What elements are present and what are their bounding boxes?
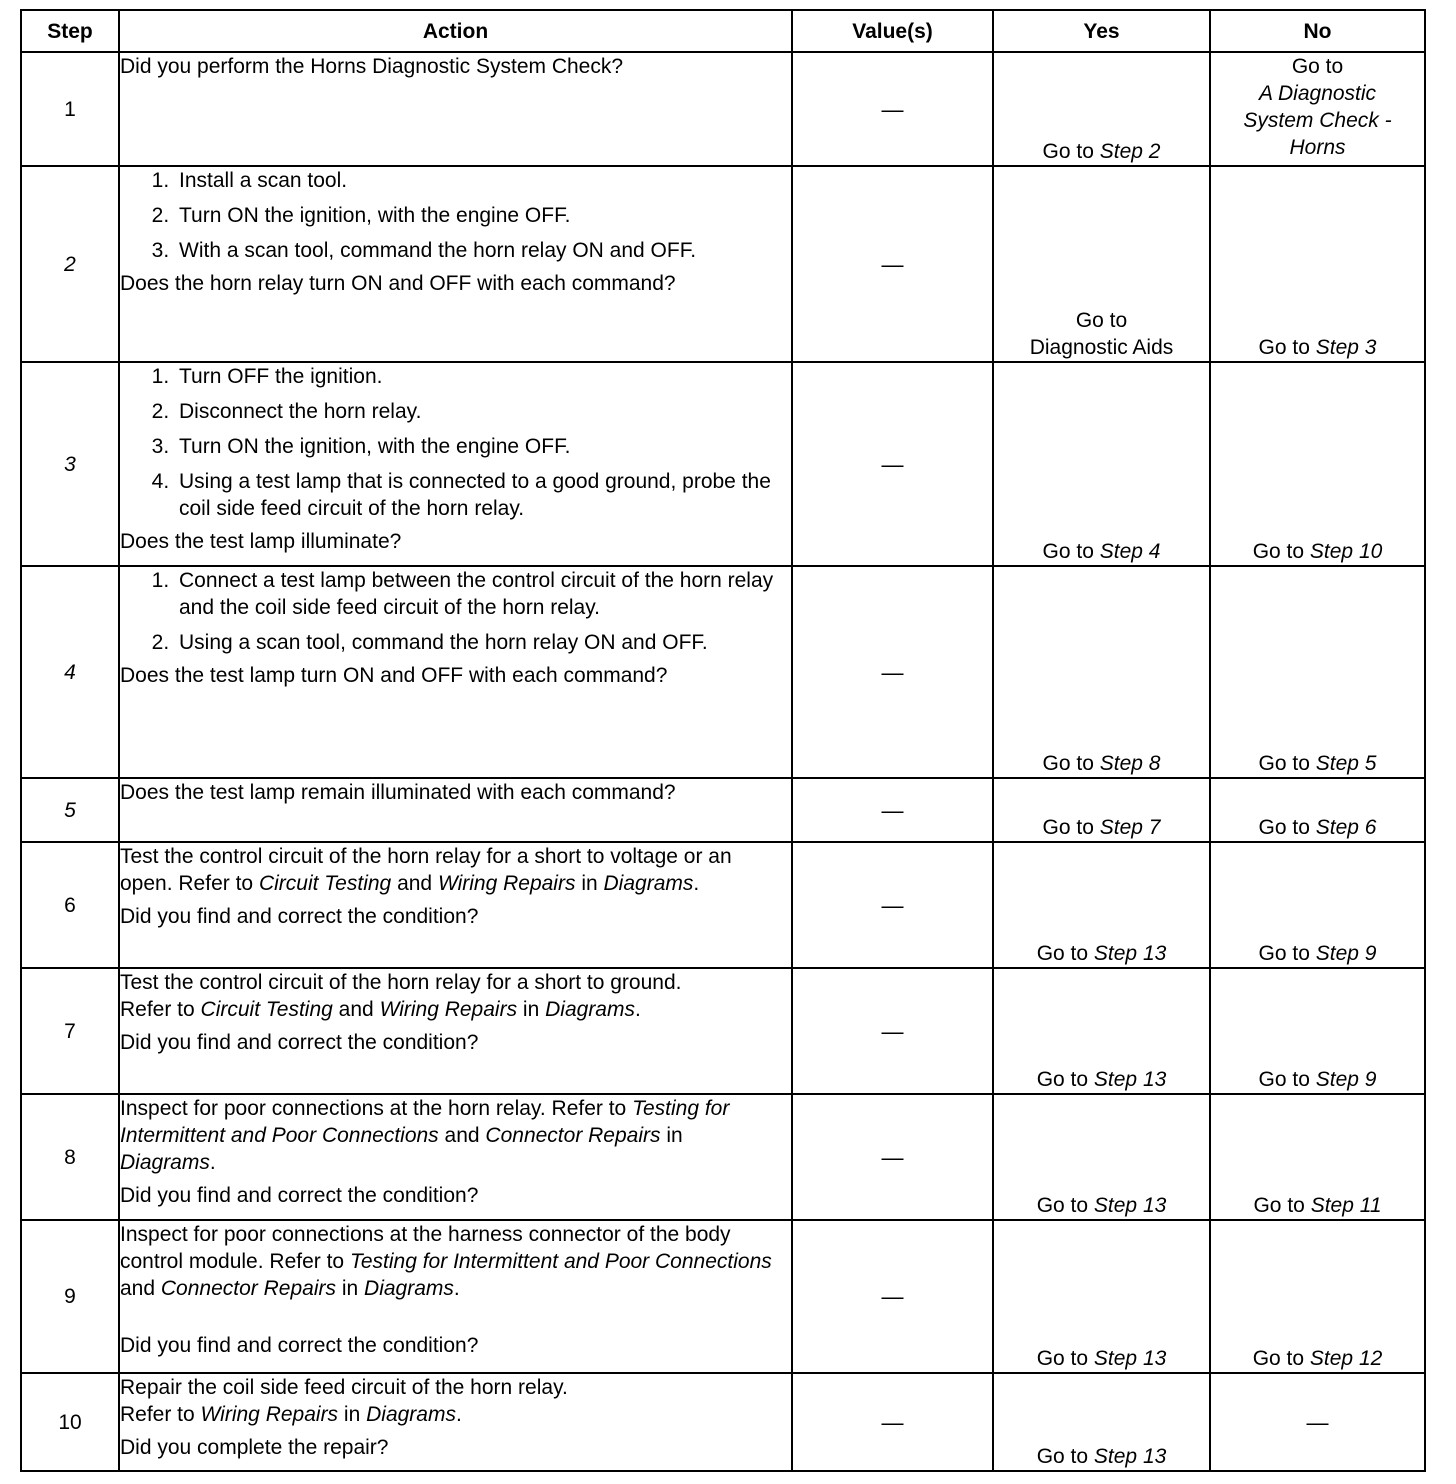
table-row [21, 52, 1425, 166]
table-row [21, 1094, 1425, 1220]
action-question: Does the test lamp illuminate? [120, 530, 402, 553]
table-row [21, 166, 1425, 362]
ref-link: Diagrams [120, 1151, 210, 1174]
step-number: 4 [21, 566, 119, 778]
action-text: Inspect for poor connections at the horn relay. Refer to Testing for Intermittent and Poor Connections and Connector Repairs in Diagrams. [120, 1097, 730, 1174]
no-cell: Go to Step 12 [1210, 1220, 1425, 1373]
action-item: 3. With a scan tool, command the horn relay ON and OFF. [175, 237, 699, 264]
action-text: Repair the coil side feed circuit of the horn relay. [120, 1376, 568, 1399]
step-number: 10 [21, 1373, 119, 1471]
no-cell: Go to Step 3 [1210, 166, 1425, 362]
action-question: Did you complete the repair? [120, 1436, 389, 1459]
no-target: Step 3 [1315, 336, 1377, 359]
value-dash: — [792, 968, 993, 1094]
yes-target: Step 2 [1099, 140, 1161, 163]
action-cell [119, 1220, 792, 1373]
yes-cell: Go to Diagnostic Aids [993, 166, 1210, 362]
value-dash: — [792, 52, 993, 166]
ref-link: Diagrams [364, 1277, 454, 1300]
yes-target: Step 8 [1099, 752, 1161, 775]
yes-cell: Go to Step 13 [993, 1094, 1210, 1220]
ref-link: Diagrams [366, 1403, 456, 1426]
yes-cell: Go to Step 13 [993, 1220, 1210, 1373]
action-cell [119, 842, 792, 968]
action-item: 3. Turn ON the ignition, with the engine OFF. [175, 433, 791, 460]
action-cell [119, 1094, 792, 1220]
action-item: 1. Connect a test lamp between the control circuit of the horn relay and the coil side feed circuit of the horn relay. [175, 567, 791, 621]
no-cell: Go to Step 9 [1210, 842, 1425, 968]
ref-link: Diagrams [545, 998, 635, 1021]
value-dash: — [792, 362, 993, 566]
yes-target: Step 13 [1093, 1194, 1167, 1217]
ref-link: Connector Repairs [485, 1124, 661, 1147]
yes-target: Diagnostic Aids [1029, 336, 1174, 359]
action-list [120, 363, 791, 522]
yes-cell: Go to Step 8 [993, 566, 1210, 778]
action-question: Does the test lamp turn ON and OFF with each command? [120, 664, 668, 687]
header-row [21, 10, 1425, 52]
no-dash: — [1210, 1373, 1425, 1471]
action-question: Does the test lamp remain illuminated with each command? [120, 781, 676, 804]
value-dash: — [792, 1094, 993, 1220]
header-no: No [1210, 10, 1425, 52]
action-text: Test the control circuit of the horn relay for a short to voltage or an open. Refer to Circuit Testing and Wiring Repairs in Diagrams. [120, 845, 732, 895]
action-item: 2. Turn ON the ignition, with the engine OFF. [175, 202, 791, 229]
action-question: Did you perform the Horns Diagnostic System Check? [120, 55, 624, 78]
step-number: 1 [21, 52, 119, 166]
no-cell: Go to Step 11 [1210, 1094, 1425, 1220]
step-number: 3 [21, 362, 119, 566]
header-values: Value(s) [792, 10, 993, 52]
yes-target: Step 13 [1093, 1068, 1167, 1091]
ref-link: Testing for Intermittent and Poor Connections [349, 1250, 772, 1273]
diagnostic-table [20, 9, 1426, 1472]
table-row [21, 1373, 1425, 1471]
ref-link: Connector Repairs [160, 1277, 336, 1300]
action-item: 1. Turn OFF the ignition. [175, 363, 791, 390]
action-cell [119, 566, 792, 778]
no-target: Step 11 [1310, 1194, 1382, 1217]
yes-cell: Go to Step 4 [993, 362, 1210, 566]
table-row [21, 1220, 1425, 1373]
value-dash: — [792, 842, 993, 968]
yes-cell: Go to Step 2 [993, 52, 1210, 166]
no-target: Step 5 [1315, 752, 1377, 775]
no-target: Step 9 [1315, 1068, 1377, 1091]
step-number: 6 [21, 842, 119, 968]
ref-link: Wiring Repairs [379, 998, 518, 1021]
action-cell [119, 52, 792, 166]
yes-cell: Go to Step 13 [993, 842, 1210, 968]
yes-target: Step 7 [1099, 816, 1161, 839]
ref-link: Diagrams [603, 872, 694, 895]
ref-link: Circuit Testing [258, 872, 392, 895]
header-yes: Yes [993, 10, 1210, 52]
value-dash: — [792, 1220, 993, 1373]
header-step: Step [21, 10, 119, 52]
table-row [21, 842, 1425, 968]
no-target: Step 9 [1315, 942, 1377, 965]
ref-link: Testing for Intermittent and Poor Connections [120, 1097, 730, 1147]
action-text: Inspect for poor connections at the harness connector of the body control module. Refer to Testing for Intermittent and Poor Connections and Connector Repairs in Diagrams. [120, 1223, 772, 1300]
action-question: Did you find and correct the condition? [120, 1184, 479, 1207]
action-question: Did you find and correct the condition? [120, 1031, 479, 1054]
value-dash: — [792, 566, 993, 778]
table-row [21, 566, 1425, 778]
value-dash: — [792, 166, 993, 362]
action-item: 4. Using a test lamp that is connected to a good ground, probe the coil side feed circuit of the horn relay. [175, 468, 791, 522]
action-question: Did you find and correct the condition? [120, 905, 479, 928]
yes-cell: Go to Step 13 [993, 968, 1210, 1094]
ref-link: Circuit Testing [200, 998, 333, 1021]
table-row [21, 778, 1425, 842]
step-number: 2 [21, 166, 119, 362]
no-target: Step 6 [1315, 816, 1377, 839]
action-text: Refer to Wiring Repairs in Diagrams. [120, 1403, 462, 1426]
step-number: 5 [21, 778, 119, 842]
action-list [120, 567, 791, 656]
action-cell [119, 166, 792, 362]
no-cell: Go to A Diagnostic System Check - Horns [1210, 52, 1425, 166]
action-item: 1. Install a scan tool. [175, 167, 791, 194]
step-number: 9 [21, 1220, 119, 1373]
action-cell [119, 778, 792, 842]
ref-link: Wiring Repairs [200, 1403, 339, 1426]
action-question: Does the horn relay turn ON and OFF with each command? [120, 272, 676, 295]
no-cell: Go to Step 5 [1210, 566, 1425, 778]
value-dash: — [792, 1373, 993, 1471]
yes-target: Step 13 [1093, 1347, 1167, 1370]
action-item: 2. Using a scan tool, command the horn relay ON and OFF. [175, 629, 709, 656]
yes-target: Step 4 [1099, 540, 1161, 563]
no-target: Step 10 [1309, 540, 1383, 563]
no-target: Step 12 [1309, 1347, 1383, 1370]
action-list [120, 167, 791, 264]
action-cell [119, 362, 792, 566]
table-row [21, 362, 1425, 566]
step-number: 8 [21, 1094, 119, 1220]
action-text: Test the control circuit of the horn relay for a short to ground. Refer to Circuit Testing and Wiring Repairs in Diagrams. [120, 971, 682, 1021]
ref-link: Wiring Repairs [437, 872, 576, 895]
value-dash: — [792, 778, 993, 842]
yes-target: Step 13 [1093, 1445, 1167, 1468]
yes-target: Step 13 [1093, 942, 1167, 965]
action-item: 2. Disconnect the horn relay. [175, 398, 791, 425]
no-target: A Diagnostic System Check - Horns [1243, 82, 1392, 159]
no-cell: Go to Step 6 [1210, 778, 1425, 842]
table-row [21, 968, 1425, 1094]
header-action: Action [119, 10, 792, 52]
action-cell [119, 968, 792, 1094]
action-question: Did you find and correct the condition? [120, 1334, 479, 1357]
yes-cell: Go to Step 7 [993, 778, 1210, 842]
yes-cell: Go to Step 13 [993, 1373, 1210, 1471]
no-cell: Go to Step 9 [1210, 968, 1425, 1094]
action-cell [119, 1373, 792, 1471]
step-number: 7 [21, 968, 119, 1094]
no-cell: Go to Step 10 [1210, 362, 1425, 566]
